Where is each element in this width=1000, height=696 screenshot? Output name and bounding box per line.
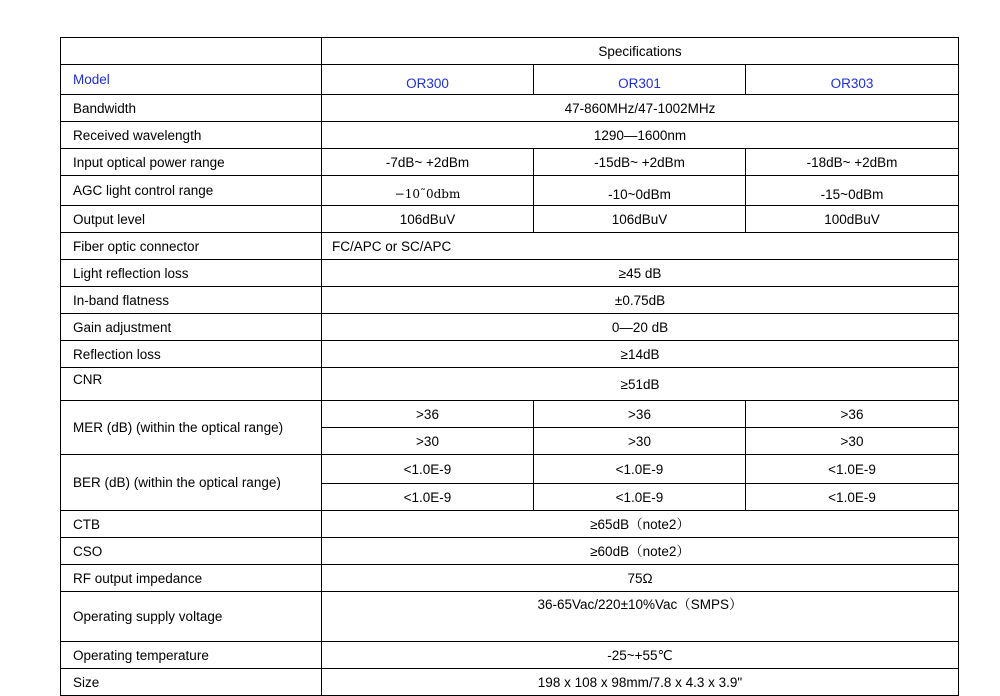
output-level-row — [61, 206, 959, 233]
input-power-or301: -15dB~ +2dBm — [534, 149, 746, 176]
ctb-row — [61, 511, 959, 538]
output-level-or303: 100dBuV — [746, 206, 959, 233]
bandwidth-value: 47-860MHz/47-1002MHz — [322, 95, 959, 122]
model-label: Model — [61, 65, 322, 95]
reflection-loss-value: ≥14dB — [322, 341, 959, 368]
ber-label: BER (dB) (within the optical range) — [61, 455, 322, 511]
size-value: 198 x 108 x 98mm/7.8 x 4.3 x 3.9" — [322, 669, 959, 696]
model-or303: OR303 — [746, 65, 959, 95]
mer-or301-2: >30 — [534, 428, 746, 455]
cnr-label: CNR — [61, 368, 322, 401]
ber-or301-1: <1.0E-9 — [534, 455, 746, 484]
mer-or301-1: >36 — [534, 401, 746, 428]
gain-row — [61, 314, 959, 341]
input-power-or300: -7dB~ +2dBm — [322, 149, 534, 176]
agc-row — [61, 176, 959, 206]
wavelength-label: Received wavelength — [61, 122, 322, 149]
bandwidth-row — [61, 95, 959, 122]
header-empty-cell — [61, 38, 322, 65]
ber-or301-2: <1.0E-9 — [534, 484, 746, 511]
impedance-row — [61, 565, 959, 592]
connector-row — [61, 233, 959, 260]
mer-row-1 — [61, 401, 959, 428]
ber-or303-2: <1.0E-9 — [746, 484, 959, 511]
light-reflection-loss-row — [61, 260, 959, 287]
flatness-label: In-band flatness — [61, 287, 322, 314]
mer-or300-2: >30 — [322, 428, 534, 455]
input-power-label: Input optical power range — [61, 149, 322, 176]
cso-label: CSO — [61, 538, 322, 565]
agc-or303: -15~0dBm — [746, 176, 959, 206]
ber-or303-1: <1.0E-9 — [746, 455, 959, 484]
mer-or300-1: >36 — [322, 401, 534, 428]
input-power-row — [61, 149, 959, 176]
header-row — [61, 38, 959, 65]
temperature-value: -25~+55℃ — [322, 642, 959, 669]
temperature-row — [61, 642, 959, 669]
wavelength-row — [61, 122, 959, 149]
gain-value: 0—20 dB — [322, 314, 959, 341]
wavelength-value: 1290—1600nm — [322, 122, 959, 149]
bandwidth-label: Bandwidth — [61, 95, 322, 122]
impedance-value: 75Ω — [322, 565, 959, 592]
output-level-or300: 106dBuV — [322, 206, 534, 233]
ctb-value: ≥65dB（note2） — [322, 511, 959, 538]
ber-or300-2: <1.0E-9 — [322, 484, 534, 511]
mer-label: MER (dB) (within the optical range) — [61, 401, 322, 455]
agc-or300: −10˜0dbm — [322, 176, 534, 206]
ber-or300-1: <1.0E-9 — [322, 455, 534, 484]
size-label: Size — [61, 669, 322, 696]
connector-label: Fiber optic connector — [61, 233, 322, 260]
model-or300: OR300 — [322, 65, 534, 95]
connector-value: FC/APC or SC/APC — [322, 233, 959, 260]
agc-or301: -10~0dBm — [534, 176, 746, 206]
impedance-label: RF output impedance — [61, 565, 322, 592]
cso-row — [61, 538, 959, 565]
light-reflection-loss-value: ≥45 dB — [322, 260, 959, 287]
model-or301: OR301 — [534, 65, 746, 95]
supply-label: Operating supply voltage — [61, 592, 322, 642]
mer-or303-2: >30 — [746, 428, 959, 455]
specifications-table — [60, 37, 959, 696]
cso-value: ≥60dB（note2） — [322, 538, 959, 565]
flatness-value: ±0.75dB — [322, 287, 959, 314]
agc-label: AGC light control range — [61, 176, 322, 206]
model-row — [61, 65, 959, 95]
reflection-loss-row — [61, 341, 959, 368]
supply-value: 36-65Vac/220±10%Vac（SMPS） — [322, 592, 959, 642]
gain-label: Gain adjustment — [61, 314, 322, 341]
mer-or303-1: >36 — [746, 401, 959, 428]
temperature-label: Operating temperature — [61, 642, 322, 669]
cnr-row — [61, 368, 959, 401]
cnr-value: ≥51dB — [322, 368, 959, 401]
specifications-header: Specifications — [322, 38, 959, 65]
ber-row-1 — [61, 455, 959, 484]
size-row — [61, 669, 959, 696]
flatness-row — [61, 287, 959, 314]
output-level-or301: 106dBuV — [534, 206, 746, 233]
output-level-label: Output level — [61, 206, 322, 233]
ctb-label: CTB — [61, 511, 322, 538]
supply-row — [61, 592, 959, 642]
input-power-or303: -18dB~ +2dBm — [746, 149, 959, 176]
light-reflection-loss-label: Light reflection loss — [61, 260, 322, 287]
reflection-loss-label: Reflection loss — [61, 341, 322, 368]
